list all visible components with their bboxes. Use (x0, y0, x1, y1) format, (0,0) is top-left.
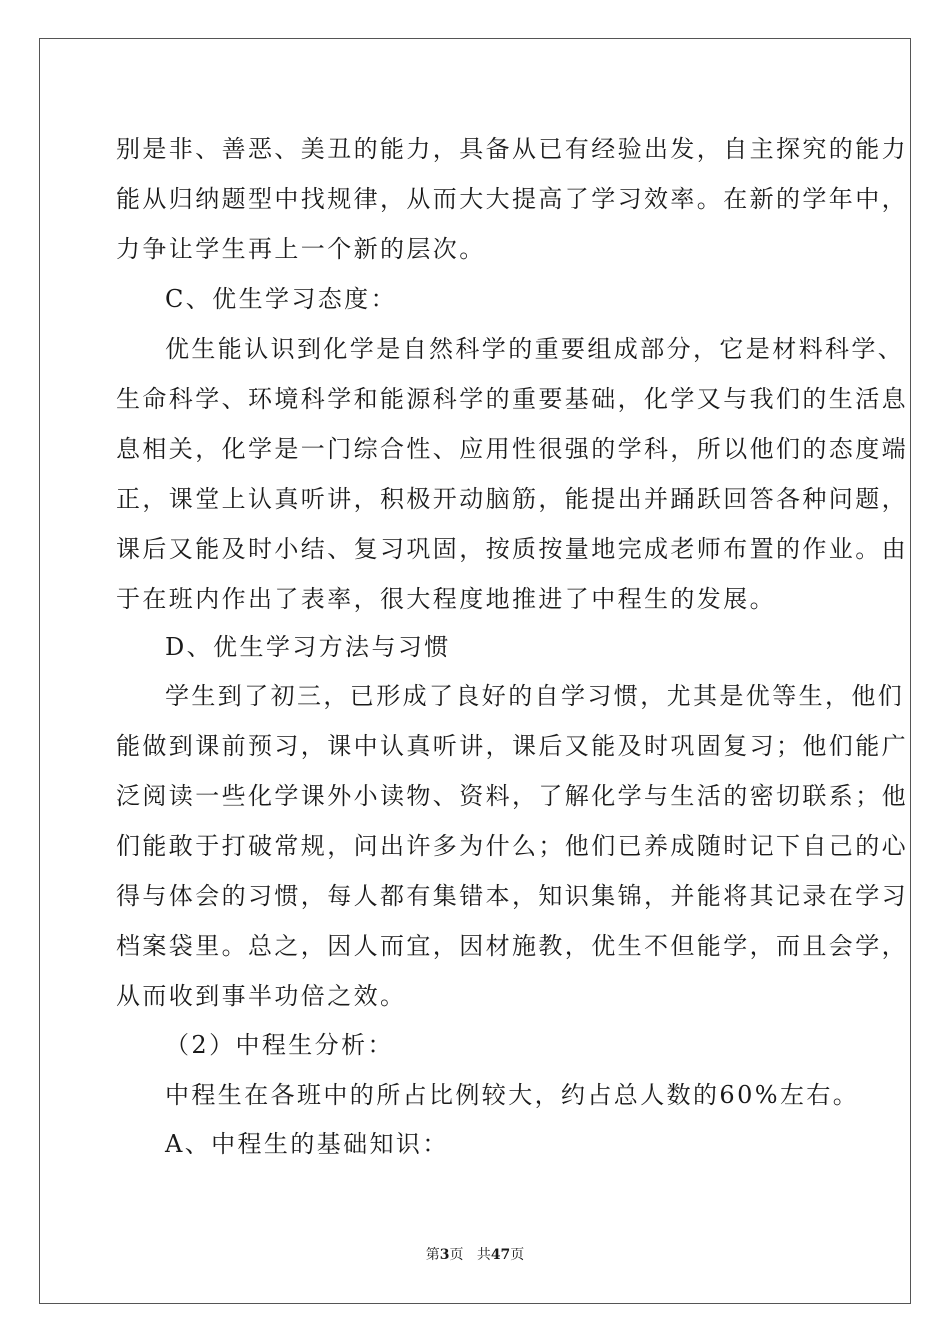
text-line: 优生能认识到化学是自然科学的重要组成部分，它是材料科学、 (165, 335, 905, 363)
section-heading: （2）中程生分析： (165, 1031, 394, 1059)
page-suffix: 页 (449, 1247, 464, 1263)
section-heading: D、优生学习方法与习惯 (165, 633, 451, 661)
text-line: 于在班内作出了表率，很大程度地推进了中程生的发展。 (116, 585, 776, 613)
text-line: 课后又能及时小结、复习巩固，按质按量地完成老师布置的作业。由 (116, 535, 908, 563)
text-line: 们能敢于打破常规，问出许多为什么；他们已养成随时记下自己的心 (116, 832, 908, 860)
text-line: 能做到课前预习，课中认真听讲，课后又能及时巩固复习；他们能广 (116, 732, 908, 760)
text-line: 中程生在各班中的所占比例较大，约占总人数的60%左右。 (165, 1081, 860, 1109)
page-border (39, 38, 911, 1304)
text-line: 档案袋里。总之，因人而宜，因材施教，优生不但能学，而且会学， (116, 932, 908, 960)
text-line: 学生到了初三，已形成了良好的自学习惯，尤其是优等生，他们 (165, 682, 905, 710)
text-line: 能从归纳题型中找规律，从而大大提高了学习效率。在新的学年中， (116, 185, 908, 213)
text-line: 泛阅读一些化学课外小读物、资料，了解化学与生活的密切联系；他 (116, 782, 908, 810)
text-line: 从而收到事半功倍之效。 (116, 982, 407, 1010)
text-line: 生命科学、环境科学和能源科学的重要基础，化学又与我们的生活息 (116, 385, 908, 413)
total-prefix: 共 (476, 1247, 491, 1263)
total-pages: 47 (490, 1247, 511, 1263)
page-number: 3 (439, 1247, 450, 1263)
page-footer (0, 1246, 950, 1264)
text-line: 息相关，化学是一门综合性、应用性很强的学科，所以他们的态度端 (116, 435, 908, 463)
text-line: 别是非、善恶、美丑的能力，具备从已有经验出发，自主探究的能力 (116, 135, 908, 163)
text-line: 正，课堂上认真听讲，积极开动脑筋，能提出并踊跃回答各种问题， (116, 485, 908, 513)
page-prefix: 第 (425, 1247, 440, 1263)
section-heading: A、中程生的基础知识： (165, 1130, 449, 1158)
text-line: 力争让学生再上一个新的层次。 (116, 235, 486, 263)
total-suffix: 页 (510, 1247, 525, 1263)
section-heading: C、优生学习态度： (165, 285, 397, 313)
text-line: 得与体会的习惯，每人都有集错本，知识集锦，并能将其记录在学习 (116, 882, 908, 910)
